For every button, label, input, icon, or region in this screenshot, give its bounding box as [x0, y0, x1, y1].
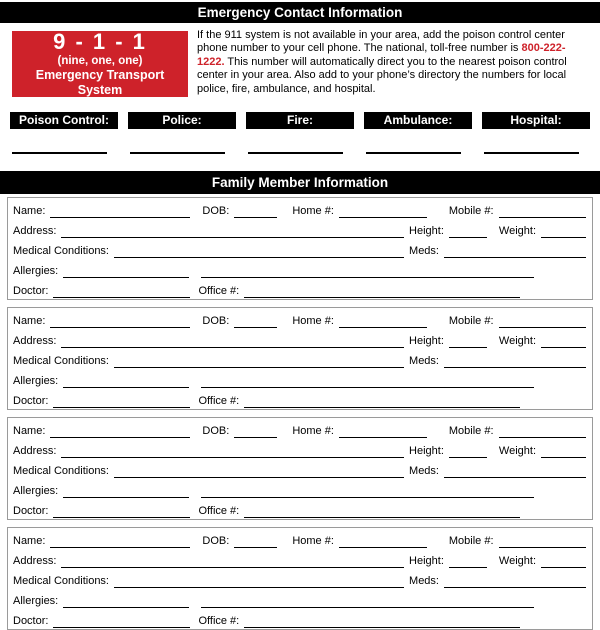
mobile-number-label: Mobile #: — [448, 315, 494, 327]
meds-input-line[interactable] — [444, 244, 586, 258]
family-member-block — [7, 197, 593, 300]
home-number-input-line[interactable] — [339, 424, 427, 438]
allergies-label: Allergies: — [13, 485, 59, 497]
member-row-medical — [13, 348, 586, 368]
allergies-label: Allergies: — [13, 375, 59, 387]
office-number-label: Office #: — [198, 285, 240, 297]
home-number-label: Home #: — [292, 205, 334, 217]
medical-conditions-label: Medical Conditions: — [13, 245, 109, 257]
allergies-continuation-line[interactable] — [201, 594, 392, 608]
allergies-input-line[interactable] — [63, 264, 189, 278]
medical-conditions-label: Medical Conditions: — [13, 355, 109, 367]
height-input-line[interactable] — [449, 554, 487, 568]
weight-input-line[interactable] — [541, 444, 586, 458]
family-member-block — [7, 307, 593, 410]
doctor-input-line[interactable] — [53, 284, 190, 298]
doctor-label: Doctor: — [13, 505, 49, 517]
poison-control-phone-number: 800-222-1222. — [197, 42, 566, 68]
meds-label: Meds: — [409, 575, 439, 587]
doctor-label: Doctor: — [13, 285, 49, 297]
emergency-contacts-row — [10, 112, 590, 154]
meds-continuation-line-2[interactable] — [378, 504, 520, 518]
mobile-number-label: Mobile #: — [448, 425, 494, 437]
member-row-allergies — [13, 368, 586, 388]
fire-input-line[interactable] — [248, 152, 343, 154]
height-label: Height: — [409, 225, 444, 237]
instructions-text-after: This number will automatically direct you to the nearest poison control center in your area. Also add to your phone’s directory the numbers for local police, fire, ambulance, and hospital. — [197, 55, 567, 95]
meds-input-line[interactable] — [444, 574, 586, 588]
ambulance-input-line[interactable] — [366, 152, 461, 154]
family-section-title: Family Member Information — [211, 175, 389, 190]
weight-label: Weight: — [498, 225, 536, 237]
meds-label: Meds: — [409, 465, 439, 477]
home-number-input-line[interactable] — [339, 204, 427, 218]
member-row-identity — [13, 528, 586, 548]
911-subtitle: (nine, one, one) — [57, 55, 143, 67]
name-label: Name: — [13, 425, 46, 437]
home-number-input-line[interactable] — [339, 534, 427, 548]
member-row-medical — [13, 238, 586, 258]
address-label: Address: — [13, 445, 57, 457]
allergies-input-line[interactable] — [63, 594, 189, 608]
911-badge — [12, 31, 188, 97]
section-header-family — [0, 171, 600, 194]
home-number-label: Home #: — [292, 315, 334, 327]
meds-input-line[interactable] — [444, 354, 586, 368]
poison-control-label: Poison Control: — [10, 112, 118, 129]
member-row-medical — [13, 568, 586, 588]
name-input-line[interactable] — [50, 314, 190, 328]
police-input-line[interactable] — [130, 152, 225, 154]
office-number-label: Office #: — [198, 395, 240, 407]
poison-control-instructions — [197, 29, 590, 97]
meds-continuation-line-2[interactable] — [378, 394, 520, 408]
member-row-identity — [13, 198, 586, 218]
poison-control-input-line[interactable] — [12, 152, 107, 154]
weight-input-line[interactable] — [541, 224, 586, 238]
member-row-doctor — [13, 278, 586, 298]
office-number-input-line[interactable] — [244, 614, 378, 628]
intro-row — [10, 31, 590, 97]
medical-conditions-label: Medical Conditions: — [13, 465, 109, 477]
dob-input-line[interactable] — [234, 534, 277, 548]
section-header-emergency — [0, 2, 600, 23]
member-row-identity — [13, 418, 586, 438]
height-input-line[interactable] — [449, 224, 487, 238]
office-number-input-line[interactable] — [244, 394, 378, 408]
ambulance-label: Ambulance: — [364, 112, 472, 129]
dob-label: DOB: — [202, 425, 230, 437]
name-label: Name: — [13, 535, 46, 547]
address-input-line[interactable] — [61, 334, 404, 348]
meds-continuation-line-2[interactable] — [378, 284, 520, 298]
dob-input-line[interactable] — [234, 424, 277, 438]
member-row-address — [13, 328, 586, 348]
member-row-allergies — [13, 258, 586, 278]
member-row-doctor — [13, 498, 586, 518]
dob-input-line[interactable] — [234, 204, 277, 218]
meds-continuation-line-2[interactable] — [378, 614, 520, 628]
doctor-label: Doctor: — [13, 395, 49, 407]
allergies-continuation-line[interactable] — [201, 264, 392, 278]
name-label: Name: — [13, 205, 46, 217]
member-row-doctor — [13, 608, 586, 628]
height-input-line[interactable] — [449, 334, 487, 348]
member-row-address — [13, 438, 586, 458]
911-number: 9 - 1 - 1 — [53, 29, 147, 54]
height-label: Height: — [409, 335, 444, 347]
medical-conditions-input-line[interactable] — [114, 574, 404, 588]
medical-conditions-input-line[interactable] — [114, 244, 404, 258]
weight-label: Weight: — [498, 555, 536, 567]
height-input-line[interactable] — [449, 444, 487, 458]
name-label: Name: — [13, 315, 46, 327]
weight-input-line[interactable] — [541, 334, 586, 348]
allergies-input-line[interactable] — [63, 484, 189, 498]
doctor-input-line[interactable] — [53, 394, 190, 408]
instructions-text-before: If the 911 system is not available in your area, add the poison control center phone number to your cell phone. The national, toll-free number is — [197, 29, 565, 55]
name-input-line[interactable] — [50, 204, 190, 218]
dob-label: DOB: — [202, 205, 230, 217]
family-member-block — [7, 527, 593, 630]
doctor-label: Doctor: — [13, 615, 49, 627]
allergies-continuation-line[interactable] — [201, 374, 392, 388]
meds-label: Meds: — [409, 355, 439, 367]
office-number-label: Office #: — [198, 615, 240, 627]
address-label: Address: — [13, 335, 57, 347]
mobile-number-input-line[interactable] — [499, 534, 586, 548]
family-members-list — [0, 197, 600, 630]
911-caption: Emergency Transport System — [35, 68, 165, 97]
police-label: Police: — [128, 112, 236, 129]
hospital-input-line[interactable] — [484, 152, 579, 154]
medical-conditions-input-line[interactable] — [114, 464, 404, 478]
dob-label: DOB: — [202, 535, 230, 547]
mobile-number-input-line[interactable] — [499, 204, 586, 218]
medical-conditions-input-line[interactable] — [114, 354, 404, 368]
meds-continuation-line[interactable] — [392, 374, 534, 388]
family-member-block — [7, 417, 593, 520]
office-number-input-line[interactable] — [244, 284, 378, 298]
fire-label: Fire: — [246, 112, 354, 129]
allergies-input-line[interactable] — [63, 374, 189, 388]
doctor-input-line[interactable] — [53, 614, 190, 628]
dob-label: DOB: — [202, 315, 230, 327]
height-label: Height: — [409, 555, 444, 567]
meds-continuation-line[interactable] — [392, 484, 534, 498]
contact-col-police — [128, 112, 236, 154]
meds-label: Meds: — [409, 245, 439, 257]
mobile-number-label: Mobile #: — [448, 535, 494, 547]
dob-input-line[interactable] — [234, 314, 277, 328]
allergies-label: Allergies: — [13, 265, 59, 277]
medical-conditions-label: Medical Conditions: — [13, 575, 109, 587]
home-number-label: Home #: — [292, 535, 334, 547]
member-row-doctor — [13, 388, 586, 408]
meds-continuation-line[interactable] — [392, 594, 534, 608]
contact-col-ambulance — [364, 112, 472, 154]
hospital-label: Hospital: — [482, 112, 590, 129]
address-label: Address: — [13, 225, 57, 237]
emergency-section-title: Emergency Contact Information — [197, 5, 403, 20]
address-input-line[interactable] — [61, 224, 404, 238]
member-row-address — [13, 548, 586, 568]
member-row-identity — [13, 308, 586, 328]
weight-label: Weight: — [498, 335, 536, 347]
member-row-address — [13, 218, 586, 238]
member-row-allergies — [13, 478, 586, 498]
member-row-allergies — [13, 588, 586, 608]
height-label: Height: — [409, 445, 444, 457]
weight-input-line[interactable] — [541, 554, 586, 568]
address-input-line[interactable] — [61, 554, 404, 568]
allergies-label: Allergies: — [13, 595, 59, 607]
contact-col-poison-control — [10, 112, 118, 154]
contact-col-hospital — [482, 112, 590, 154]
office-number-input-line[interactable] — [244, 504, 378, 518]
member-row-medical — [13, 458, 586, 478]
mobile-number-input-line[interactable] — [499, 424, 586, 438]
mobile-number-input-line[interactable] — [499, 314, 586, 328]
meds-continuation-line[interactable] — [392, 264, 534, 278]
allergies-continuation-line[interactable] — [201, 484, 392, 498]
doctor-input-line[interactable] — [53, 504, 190, 518]
address-input-line[interactable] — [61, 444, 404, 458]
mobile-number-label: Mobile #: — [448, 205, 494, 217]
name-input-line[interactable] — [50, 534, 190, 548]
contact-col-fire — [246, 112, 354, 154]
office-number-label: Office #: — [198, 505, 240, 517]
weight-label: Weight: — [498, 445, 536, 457]
address-label: Address: — [13, 555, 57, 567]
meds-input-line[interactable] — [444, 464, 586, 478]
home-number-input-line[interactable] — [339, 314, 427, 328]
home-number-label: Home #: — [292, 425, 334, 437]
name-input-line[interactable] — [50, 424, 190, 438]
